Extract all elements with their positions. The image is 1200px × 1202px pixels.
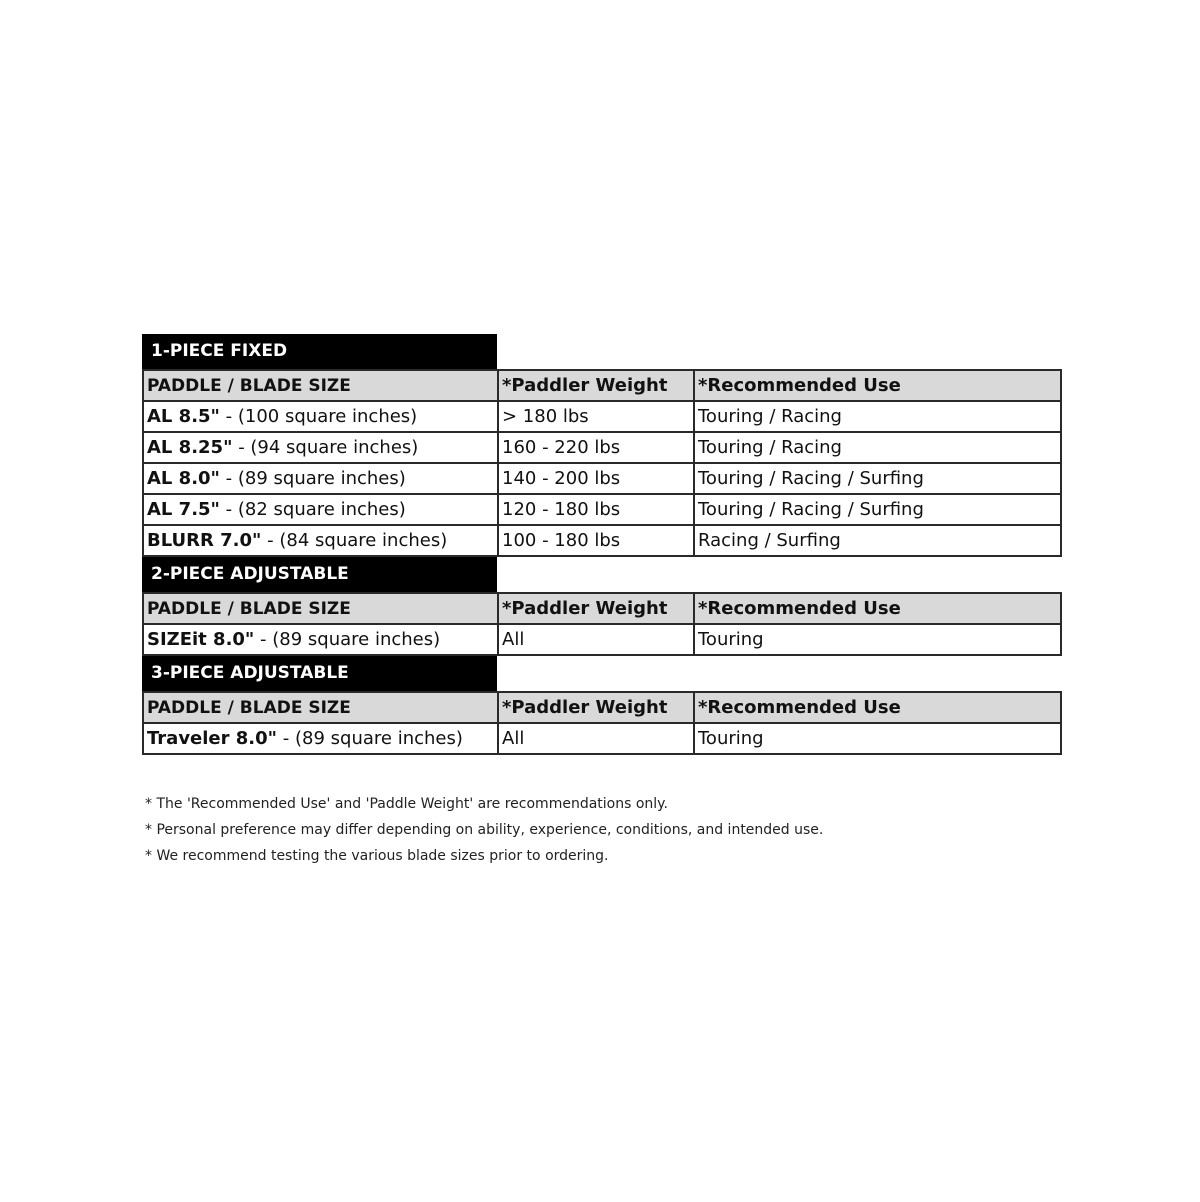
header-paddle-size: PADDLE / BLADE SIZE [143,593,498,624]
header-paddler-weight: *Paddler Weight [498,370,694,401]
footnotes [145,794,823,872]
section-2-piece-adjustable [142,557,1060,656]
recommended-use-cell: Racing / Surfing [694,525,1061,556]
section-1-piece-fixed [142,334,1060,557]
paddle-size-cell [143,494,498,525]
recommended-use-cell: Touring [694,624,1061,655]
recommended-use-cell: Touring / Racing [694,432,1061,463]
blade-area: - (89 square inches) [219,468,406,489]
recommended-use-cell: Touring / Racing / Surfing [694,494,1061,525]
blade-area: - (82 square inches) [219,499,406,520]
paddle-size-cell [143,624,498,655]
blade-area: - (100 square inches) [219,406,418,427]
size-table [142,691,1062,755]
section-title: 2-PIECE ADJUSTABLE [142,557,497,592]
model-name: AL 8.0" [147,468,220,489]
table-row [143,624,1061,655]
section-title: 3-PIECE ADJUSTABLE [142,656,497,691]
section-title: 1-PIECE FIXED [142,334,497,369]
paddle-size-cell [143,432,498,463]
size-table [142,592,1062,656]
blade-area: - (84 square inches) [261,530,448,551]
table-header-row [143,593,1061,624]
recommended-use-cell: Touring / Racing [694,401,1061,432]
model-name: AL 8.25" [147,437,233,458]
table-header-row [143,692,1061,723]
model-name: AL 7.5" [147,499,220,520]
model-name: AL 8.5" [147,406,220,427]
paddler-weight-cell: > 180 lbs [498,401,694,432]
model-name: Traveler 8.0" [147,728,278,749]
table-row [143,525,1061,556]
header-paddler-weight: *Paddler Weight [498,692,694,723]
footnote: * Personal preference may differ depending on ability, experience, conditions, and intended use. [145,822,824,838]
size-table [142,369,1062,557]
table-row [143,401,1061,432]
blade-area: - (89 square inches) [254,629,441,650]
recommended-use-cell: Touring / Racing / Surfing [694,463,1061,494]
paddle-size-cell [143,723,498,754]
header-paddle-size: PADDLE / BLADE SIZE [143,370,498,401]
paddler-weight-cell: 160 - 220 lbs [498,432,694,463]
paddle-size-cell [143,463,498,494]
paddler-weight-cell: All [498,624,694,655]
header-paddler-weight: *Paddler Weight [498,593,694,624]
header-recommended-use: *Recommended Use [694,593,1061,624]
paddle-size-chart [142,334,1060,755]
table-row [143,494,1061,525]
blade-area: - (89 square inches) [277,728,463,749]
table-row [143,723,1061,754]
header-paddle-size: PADDLE / BLADE SIZE [143,692,498,723]
section-3-piece-adjustable [142,656,1060,755]
paddler-weight-cell: 100 - 180 lbs [498,525,694,556]
paddle-size-cell [143,525,498,556]
paddler-weight-cell: 140 - 200 lbs [498,463,694,494]
table-header-row [143,370,1061,401]
footnote: * The 'Recommended Use' and 'Paddle Weight' are recommendations only. [145,796,668,812]
header-recommended-use: *Recommended Use [694,692,1061,723]
footnote: * We recommend testing the various blade sizes prior to ordering. [145,848,609,864]
table-row [143,463,1061,494]
header-recommended-use: *Recommended Use [694,370,1061,401]
paddler-weight-cell: 120 - 180 lbs [498,494,694,525]
paddle-size-cell [143,401,498,432]
model-name: BLURR 7.0" [147,530,262,551]
model-name: SIZEit 8.0" [147,629,255,650]
paddler-weight-cell: All [498,723,694,754]
table-row [143,432,1061,463]
recommended-use-cell: Touring [694,723,1061,754]
blade-area: - (94 square inches) [232,437,419,458]
